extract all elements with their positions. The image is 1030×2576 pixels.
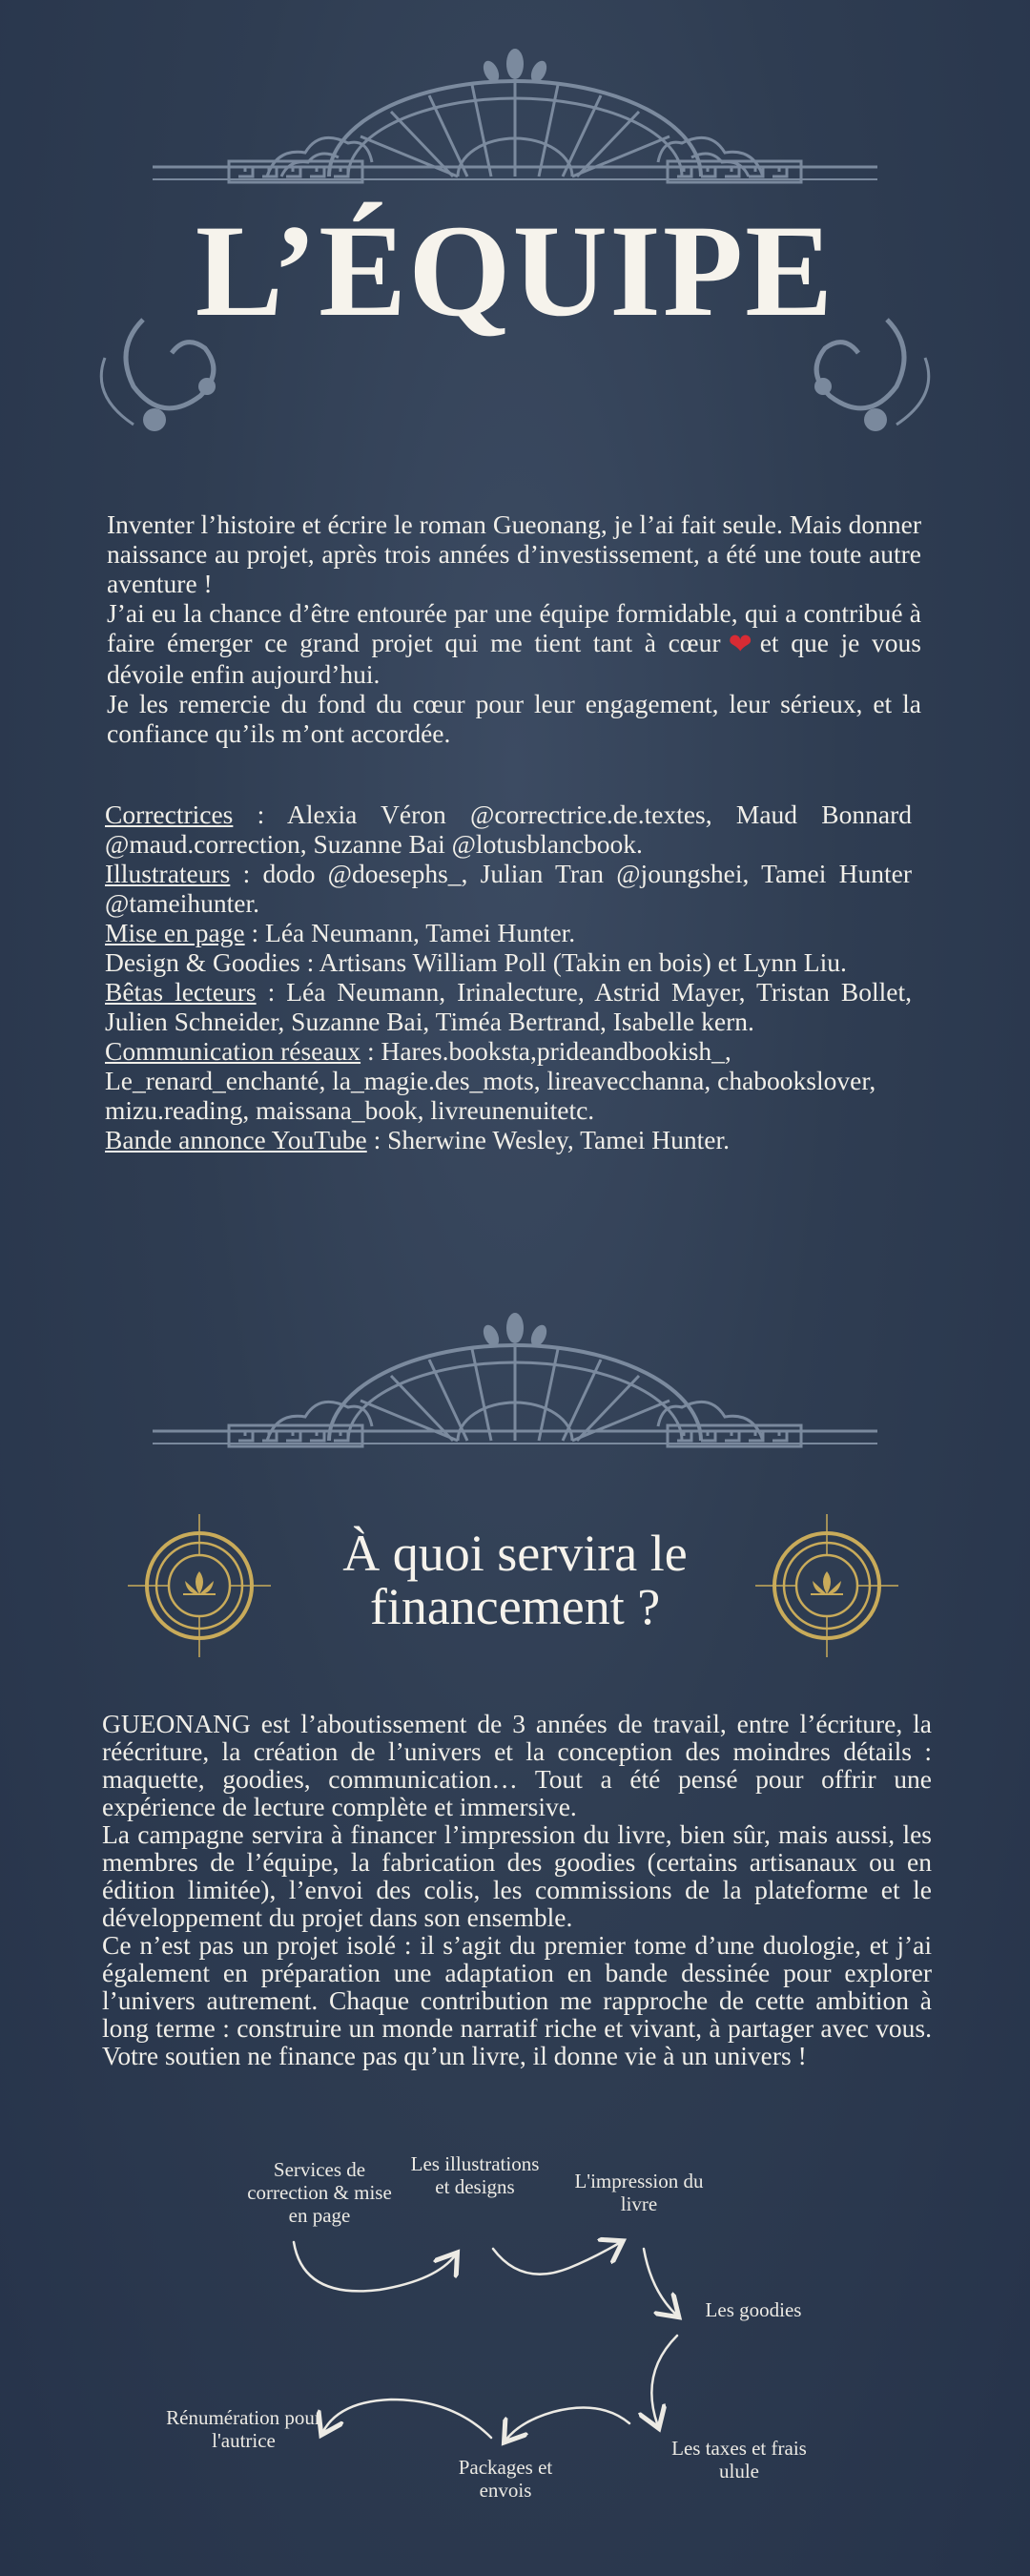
- funding-paragraph: GUEONANG est l’aboutissement de 3 années de travail, entre l’écriture, la réécriture, la création de l’univers et la conception des moindres détails : maquette, goodies, communication… Tout a été pensé pour offrir une expérience de lecture complète et immersive.: [102, 1709, 932, 1821]
- funding-paragraph: Ce n’est pas un projet isolé : il s’agit du premier tome d’une duologie, et j’ai également en préparation une adaptation en bande dessinée pour explorer l’univers autrement. Chaque contribution me rapproche de cette ambition à long terme : construire un monde narratif riche et vivant, à partager avec vous. Votre soutien ne finance pas qu’un livre, il donne vie à un univers !: [102, 1930, 932, 2070]
- intro-text: [107, 509, 921, 748]
- arrow-taxes-to-packages: [505, 2408, 629, 2441]
- credit-correctrices: Correctrices : Alexia Véron @correctrice.de.textes, Maud Bonnard @maud.correction, Suzanne Bai @lotusblancbook.: [105, 800, 912, 859]
- lotus-medallion-icon: [128, 1514, 271, 1657]
- intro-paragraph: Je les remercie du fond du cœur pour leur engagement, leur sérieux, et la confiance qu’ils m’ont accordée.: [107, 689, 921, 748]
- flow-step-remuneration: Rénumération pour l'autrice: [166, 2406, 321, 2452]
- intro-paragraph: Inventer l’histoire et écrire le roman Gueonang, je l’ai fait seule. Mais donner naissance au projet, après trois années d’investissement, a été une toute autre aventure !: [107, 509, 921, 598]
- credit-communication: Communication réseaux : Hares.booksta,prideandbookish_, Le_renard_enchanté, la_magie.des_mots, lireavecchanna, chabookslover, mizu.reading, maissana_book, livreunenuitetc.: [105, 1036, 876, 1125]
- arrow-correction-to-illustrations: [294, 2242, 456, 2291]
- credit-bande-annonce: Bande annonce YouTube : Sherwine Wesley, Tamei Hunter.: [105, 1125, 731, 1154]
- funding-section-title: À quoi servira le financement ?: [342, 1525, 688, 1635]
- team-credits: [105, 800, 912, 1154]
- middle-fan-ornament: [86, 1307, 944, 1469]
- lotus-medallion-icon: [755, 1514, 898, 1657]
- arrow-goodies-to-taxes: [651, 2336, 677, 2426]
- arrow-impression-to-goodies: [644, 2249, 677, 2316]
- funding-paragraph: La campagne servira à financer l’impression du livre, bien sûr, mais aussi, les membres de l’équipe, la fabrication des goodies (certains artisanaux ou en édition limitée), l’envoi des colis, les commissions de la plateforme et le développement du projet dans son ensemble.: [102, 1819, 932, 1932]
- page-title: L’ÉQUIPE: [195, 197, 835, 343]
- credit-design-goodies: Design & Goodies : Artisans William Poll (Takin en bois) et Lynn Liu.: [105, 947, 847, 977]
- credit-mise-en-page: Mise en page : Léa Neumann, Tamei Hunter.: [105, 918, 576, 947]
- intro-paragraph: J’ai eu la chance d’être entourée par une équipe formidable, qui a contribué à faire émerger ce grand projet qui me tient tant à cœur ❤ et que je vous dévoile enfin aujourd’hui.: [107, 598, 921, 689]
- credit-illustrateurs: Illustrateurs : dodo @doesephs_, Julian Tran @joungshei, Tamei Hunter @tameihunter.: [105, 859, 912, 918]
- arrow-illustrations-to-impression: [493, 2242, 621, 2275]
- flow-step-goodies: Les goodies: [705, 2298, 802, 2321]
- funding-text: [102, 1710, 932, 2069]
- flow-step-correction: Services de correction & mise en page: [247, 2158, 392, 2227]
- flow-step-packages: Packages et envois: [458, 2456, 553, 2502]
- flow-step-impression: L'impression du livre: [574, 2170, 704, 2215]
- heart-icon: ❤: [728, 629, 752, 660]
- credit-betas-lecteurs: Bêtas lecteurs : Léa Neumann, Irinalecture, Astrid Mayer, Tristan Bollet, Julien Schneider, Suzanne Bai, Timéa Bertrand, Isabelle kern.: [105, 977, 912, 1036]
- flow-step-illustrations: Les illustrations et designs: [410, 2152, 540, 2198]
- arrow-packages-to-remuneration: [322, 2399, 491, 2438]
- flow-step-taxes: Les taxes et frais ulule: [671, 2437, 807, 2483]
